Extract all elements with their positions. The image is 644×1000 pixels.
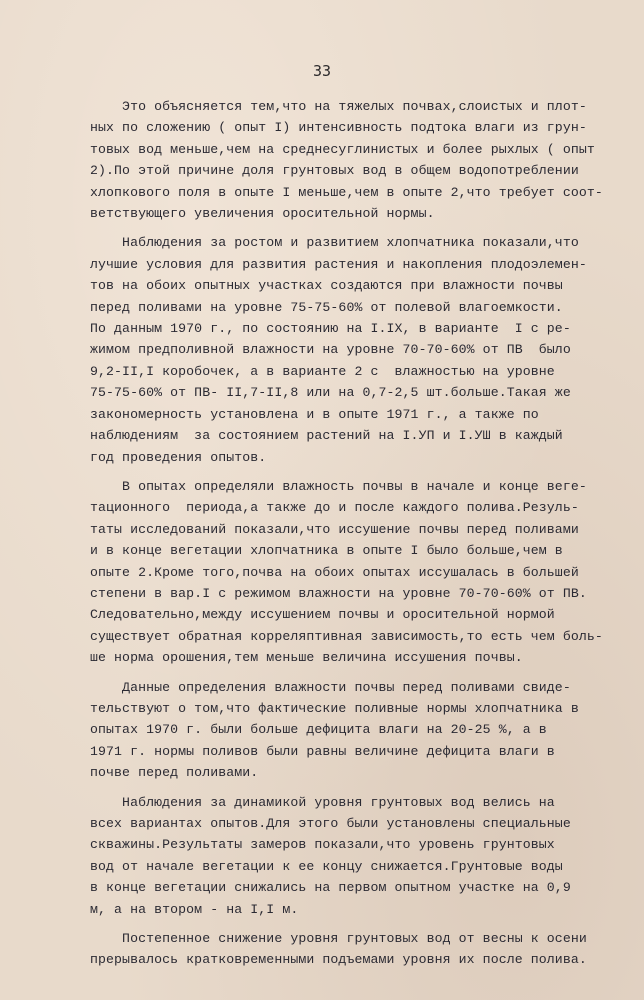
text-line: Следовательно,между иссушением почвы и оросительной нормой	[90, 607, 555, 623]
paragraph	[90, 928, 590, 971]
text-line: и в конце вегетации хлопчатника в опыте I было больше,чем в	[90, 543, 563, 559]
text-line: закономерность установлена и в опыте 1971 г., а также по	[90, 406, 539, 422]
paragraph	[90, 232, 590, 467]
text-line: вод от начале вегетации к ее концу снижается.Грунтовые воды	[90, 858, 563, 874]
text-line: тационного периода,а также до и после каждого полива.Резуль-	[90, 500, 579, 516]
text-line: 9,2-II,I коробочек, а в варианте 2 с влажностью на уровне	[90, 363, 555, 379]
text-line: год проведения опытов.	[90, 449, 267, 465]
text-line: По данным 1970 г., по состоянию на I.IX, в варианте I с ре-	[90, 321, 571, 337]
text-line: существует обратная корреляптивная зависимость,то есть чем боль-	[90, 628, 603, 644]
text-line: 75-75-60% от ПВ- II,7-II,8 или на 0,7-2,5 шт.больше.Такая же	[90, 385, 571, 401]
text-line: в конце вегетации снижались на первом опытном участке на 0,9	[90, 880, 571, 896]
paragraph	[90, 476, 603, 669]
text-line: наблюдениям за состоянием растений на I.УП и I.УШ в каждый	[90, 428, 563, 444]
text-line: прерывалось кратковременными подъемами уровня их после полива.	[90, 952, 587, 968]
text-line: ных по сложению ( опыт I) интенсивность подтока влаги из грун-	[90, 120, 587, 136]
text-line: Это объясняется тем,что на тяжелых почвах,слоистых и плот-	[90, 99, 587, 114]
text-line: опыте 2.Кроме того,почва на обоих опытах иссушалась в большей	[90, 564, 579, 580]
text-line: перед поливами на уровне 75-75-60% от полевой влагоемкости.	[90, 299, 563, 315]
text-line: степени в вар.I с режимом влажности на уровне 70-70-60% от ПВ.	[90, 585, 587, 601]
text-line: хлопкового поля в опыте I меньше,чем в опыте 2,что требует соот-	[90, 184, 603, 200]
text-line: скважины.Результаты замеров показали,что уровень грунтовых	[90, 837, 555, 853]
text-line: м, а на втором - на I,I м.	[90, 901, 299, 917]
text-line: почве перед поливами.	[90, 765, 259, 781]
text-line: 2).По этой причине доля грунтовых вод в общем водопотреблении	[90, 163, 579, 179]
text-line: лучшие условия для развития растения и накопления плодоэлемен-	[90, 256, 587, 272]
text-line: Постепенное снижение уровня грунтовых вод от весны к осени	[90, 931, 587, 947]
text-line: Наблюдения за динамикой уровня грунтовых вод велись на	[90, 794, 555, 810]
paragraph	[90, 96, 603, 224]
text-line: всех вариантах опытов.Для этого были установлены специальные	[90, 816, 571, 831]
text-line: тельствуют о том,что фактические поливные нормы хлопчатника в	[90, 700, 579, 716]
text-line: В опытах определяли влажность почвы в начале и конце веге-	[90, 478, 587, 494]
text-line: Данные определения влажности почвы перед поливами свиде-	[90, 679, 571, 695]
text-line: таты исследований показали,что иссушение почвы перед поливами	[90, 521, 579, 537]
body-text	[90, 96, 603, 979]
text-line: опытах 1970 г. были больше дефицита влаги на 20-25 %, а в	[90, 722, 547, 738]
paragraph	[90, 792, 590, 920]
text-line: жимом предполивной влажности на уровне 70-70-60% от ПВ было	[90, 342, 571, 358]
text-line: ше норма орошения,тем меньше величина иссушения почвы.	[90, 650, 523, 666]
text-line: Наблюдения за ростом и развитием хлопчатника показали,что	[90, 235, 579, 251]
text-line: тов на обоих опытных участках создаются при влажности почвы	[90, 278, 563, 294]
text-line: товых вод меньше,чем на среднесуглинистых и более рыхлых ( опыт	[90, 141, 595, 157]
page-number: 33	[312, 62, 332, 80]
text-line: ветствующего увеличения оросительной нормы.	[90, 206, 435, 222]
paragraph	[90, 677, 590, 784]
text-line: 1971 г. нормы поливов были равны величине дефицита влаги в	[90, 743, 555, 759]
